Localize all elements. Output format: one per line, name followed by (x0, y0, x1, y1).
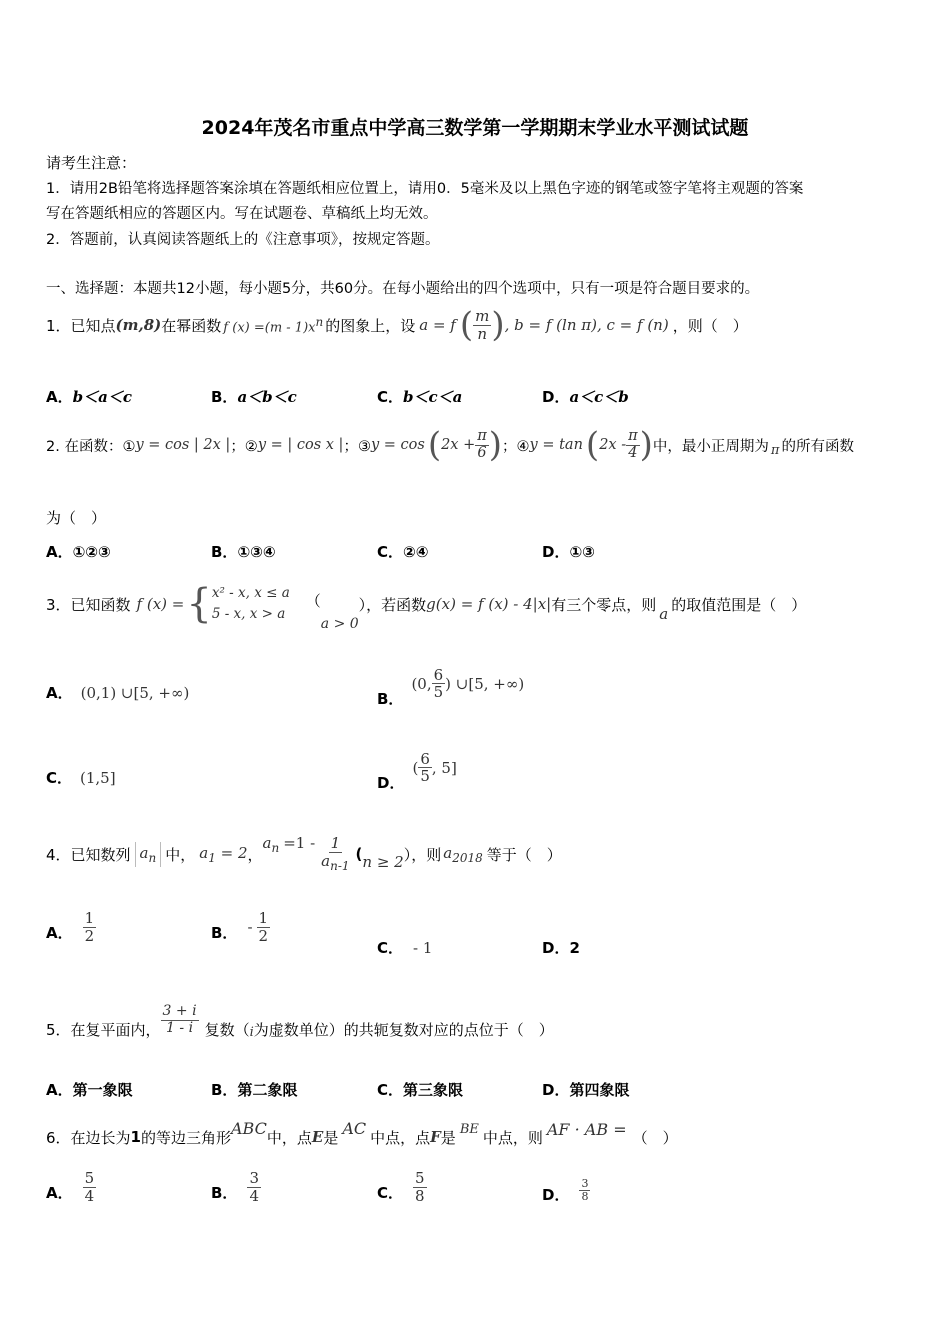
q5-mid: 复数（ (204, 1020, 250, 1039)
q3-suffix: 的取值范围是（ ） (671, 595, 807, 614)
q6-option-c[interactable] (377, 1170, 427, 1204)
q4-option-c-label: C． (377, 939, 404, 957)
q1-func (223, 315, 323, 335)
q4-option-b[interactable] (211, 910, 270, 944)
q4-a1-sub: 1 (208, 850, 216, 865)
q1-mid2: 的图象上，设 (325, 316, 416, 335)
q3-option-b-post: ) ∪[5, +∞) (445, 674, 525, 693)
q2-pi: π (770, 442, 780, 458)
q4-frac-num: 1 (330, 834, 341, 853)
q6-option-a-den: 4 (84, 1186, 95, 1205)
section-heading: 一、选择题：本题共12小题，每小题5分，共60分。在每小题给出的四个选项中，只有一项是符合题目要求的。 (46, 281, 760, 297)
q3-option-b[interactable] (377, 658, 524, 709)
q4-frac-den-sub: n-1 (330, 858, 350, 873)
q6-option-b-den: 4 (249, 1186, 259, 1205)
q3-option-d-den: 5 (420, 767, 430, 785)
q4-a1-val: = 2 (220, 843, 248, 862)
q6-prefix: 6．在边长为 (46, 1128, 131, 1147)
q3-mid: ），若函数 (358, 595, 427, 614)
q6-p6: 是 (440, 1128, 456, 1147)
q6-option-a[interactable] (46, 1170, 96, 1204)
notice-heading: 请考生注意： (46, 154, 137, 172)
q4-seq-sub: n (148, 850, 157, 865)
q4-seq-letter: a (139, 843, 149, 862)
q4-option-b-num: 1 (258, 909, 269, 927)
q1-suffix: ，则（ ） (672, 316, 748, 335)
q4-option-a-fraction (83, 910, 97, 944)
q4-target-sub: 2018 (452, 850, 483, 865)
q5-option-d[interactable] (542, 1079, 629, 1100)
q1-frac-num: m (475, 307, 490, 325)
page-title: 2024年茂名市重点中学高三数学第一学期期末学业水平测试试题 (201, 117, 749, 139)
q2-option-a-value: ①②③ (72, 543, 111, 561)
q4-target-letter: a (443, 843, 453, 862)
notice-line-1: 1．请用2B铅笔将选择题答案涂填在答题纸相应位置上，请用0．5毫米及以上黑色字迹的钢笔或签字笔将主观题的答案 (46, 181, 804, 197)
q2-func-3b: 2x + (441, 437, 476, 453)
q1-right-paren: ) (491, 305, 505, 345)
q5-option-d-label: D． (542, 1081, 570, 1099)
q6-abc: ABC (231, 1118, 267, 1138)
q3-prefix: 3．已知函数 (46, 595, 131, 614)
q3-option-a-label: A． (46, 684, 73, 702)
q4-open-paren: ( (355, 845, 363, 863)
q5-prefix: 5．在复平面内， (46, 1020, 161, 1039)
q2-line-2: 为（ ） (46, 509, 107, 527)
q5-fraction (161, 1004, 199, 1036)
q1-fraction (473, 308, 491, 342)
q3-option-c-value: (1,5] (80, 769, 116, 787)
q5-i: i (249, 1024, 254, 1040)
q5-frac-den: 1 - i (166, 1019, 194, 1036)
q4-frac-den: a (321, 851, 331, 870)
q2-option-a-label: A． (46, 543, 73, 561)
q4-option-d[interactable] (542, 937, 580, 958)
q3-option-b-num: 6 (433, 665, 444, 684)
q4-a1 (199, 844, 247, 865)
q1-func-exp: n (315, 314, 324, 329)
q2-f3-fraction (475, 429, 489, 462)
q3-option-c-label: C． (46, 769, 73, 787)
q6-point-e: E (311, 1128, 324, 1146)
q1-option-a-label: A． (46, 388, 73, 406)
q4-suffix: 等于（ ） (486, 845, 562, 864)
q6-option-d-label: D． (542, 1186, 570, 1204)
q4-option-a-num: 1 (84, 909, 95, 927)
q5-option-b-value: 第二象限 (237, 1081, 298, 1099)
q6-option-d-num: 3 (581, 1176, 589, 1190)
q5-option-c-value: 第三象限 (403, 1081, 464, 1099)
q4-mid: 中， (165, 845, 196, 864)
q6-option-b-fraction (247, 1170, 261, 1204)
q4-option-a[interactable] (46, 910, 96, 944)
q1-func-text: f (x) =(m - 1)x (223, 320, 316, 336)
q2-option-a[interactable] (46, 541, 111, 562)
q1-option-a-value: b＜a＜c (72, 388, 132, 406)
q1-option-d-label: D． (542, 388, 570, 406)
q2-f4-fraction (626, 429, 640, 462)
q4-fraction (319, 835, 351, 873)
q3-fx: f (x) = (136, 595, 185, 613)
q1-mid: 在幂函数 (161, 316, 222, 335)
q6-one: 1 (130, 1128, 141, 1146)
q2-f4-left-paren: ( (585, 425, 600, 465)
q2-option-d[interactable] (542, 541, 595, 562)
q2-f4-frac-num: π (628, 427, 638, 444)
q6-p2: 的等边三角形 (140, 1128, 231, 1147)
q3-option-d-fraction (418, 751, 432, 785)
q1-option-d[interactable] (542, 386, 629, 407)
q4-option-a-den: 2 (84, 926, 95, 945)
q6-p3: 中，点 (266, 1128, 312, 1147)
q6-point-f: F (430, 1128, 441, 1146)
q2-f4-frac-den: 4 (628, 444, 638, 461)
q4-eq: =1 - (283, 834, 316, 852)
q1-option-a[interactable] (46, 386, 132, 407)
q3-option-a-value: (0,1) ∪[5, +∞) (80, 684, 190, 702)
q4-comma: ， (247, 845, 263, 864)
q3-a: a (659, 605, 669, 623)
q6-option-d[interactable] (542, 1176, 590, 1205)
q5-option-a-value: 第一象限 (72, 1081, 133, 1099)
q4-option-c-value: - 1 (413, 939, 433, 957)
q6-option-c-num: 5 (415, 1169, 425, 1187)
q2-func-2: y = | cos x | (257, 437, 344, 453)
q4-option-a-label: A． (46, 923, 73, 942)
q6-p4: 是 (323, 1128, 339, 1147)
q4-mid2: ），则 (403, 845, 442, 864)
q5-option-a[interactable] (46, 1079, 133, 1100)
q5-option-c[interactable] (377, 1079, 463, 1100)
q6-p7: 中点，则 (482, 1128, 543, 1147)
q3-option-b-pre: (0, (411, 674, 432, 693)
q6-be: BE (459, 1121, 479, 1137)
q6-option-c-fraction (413, 1170, 427, 1204)
q1-frac-den: n (477, 324, 488, 343)
question-3 (46, 572, 806, 636)
q6-p5: 中点，点 (370, 1128, 431, 1147)
q2-option-c-label: C． (377, 543, 404, 561)
q5-suffix: 为虚数单位）的共轭复数对应的点位于（ ） (253, 1020, 554, 1039)
q4-option-b-fraction (257, 910, 271, 944)
q3-option-d[interactable] (377, 742, 457, 793)
q2-f3-left-paren: ( (427, 425, 442, 465)
q1-option-c-value: b＜c＜a (403, 388, 463, 406)
q6-option-d-fraction (579, 1178, 590, 1203)
q1-point: (m,8) (115, 316, 162, 334)
q3-option-d-label: D． (377, 774, 405, 792)
q1-option-d-value: a＜c＜b (569, 388, 629, 406)
q3-mid2: 有三个零点，则 (551, 595, 657, 614)
q3-option-d-num: 6 (420, 749, 430, 768)
question-5 (46, 994, 554, 1046)
q2-func-3a: y = cos (370, 437, 425, 453)
q4-an (263, 834, 280, 855)
q4-option-b-label: B． (211, 923, 238, 942)
q3-option-b-label: B． (377, 690, 404, 708)
q5-option-b[interactable] (211, 1079, 297, 1100)
q6-suffix: （ ） (632, 1128, 678, 1147)
q4-option-c[interactable] (377, 937, 432, 958)
q1-prefix: 1．已知点 (46, 316, 116, 335)
q2-func-4b: 2x - (599, 437, 627, 453)
q2-sep-4: ；④ (502, 438, 530, 455)
q4-a1-letter: a (199, 843, 209, 862)
q2-tail: 中，最小正周期为 (652, 438, 769, 455)
q6-expr: AF · AB = (546, 1119, 627, 1139)
q2-option-b[interactable] (211, 541, 276, 562)
q1-rest: , b = f (ln π), c = f (n) (504, 316, 669, 334)
q2-option-c-value: ②④ (403, 543, 429, 561)
q2-tail2: 的所有函数 (781, 438, 854, 455)
q6-option-b-label: B． (211, 1183, 238, 1202)
q4-option-d-value: 2 (569, 939, 580, 957)
question-6 (46, 1112, 678, 1152)
q2-func-1: y = cos | 2x | (135, 437, 231, 453)
q3-case-2: 5 - x, x > a (211, 606, 286, 622)
q4-prefix: 4．已知数列 (46, 845, 131, 864)
q3-open-paren: （ (305, 592, 321, 610)
q6-ac: AC (342, 1118, 367, 1138)
q6-option-c-label: C． (377, 1183, 404, 1202)
q4-sequence (135, 842, 162, 867)
q2-sep-3: ；③ (343, 438, 371, 455)
q2-f3-frac-den: 6 (477, 444, 487, 461)
q4-an-sub: n (271, 841, 280, 855)
q6-option-a-label: A． (46, 1183, 73, 1202)
q3-gx: g(x) = f (x) - 4|x| (426, 595, 552, 613)
q5-option-a-label: A． (46, 1081, 73, 1099)
question-4 (46, 826, 562, 882)
q5-option-c-label: C． (377, 1081, 404, 1099)
q6-option-a-num: 5 (84, 1169, 95, 1187)
q2-f3-right-paren: ) (488, 425, 503, 465)
q3-condition: a > 0 (320, 616, 359, 632)
q1-option-b[interactable] (211, 386, 297, 407)
q1-option-c[interactable] (377, 386, 462, 407)
q2-func-4a: y = tan (529, 437, 583, 453)
question-1 (46, 302, 748, 348)
q4-an-letter: a (262, 834, 272, 852)
q2-prefix: 2. 在函数：① (46, 438, 136, 455)
q6-option-b[interactable] (211, 1170, 261, 1204)
q6-option-c-den: 8 (415, 1186, 425, 1205)
q2-option-d-label: D． (542, 543, 570, 561)
q1-option-b-value: a＜b＜c (237, 388, 297, 406)
question-2 (46, 420, 854, 470)
q3-option-d-pre: ( (412, 758, 419, 777)
q1-option-b-label: B． (211, 388, 238, 406)
q2-option-c[interactable] (377, 541, 428, 562)
q1-option-c-label: C． (377, 388, 404, 406)
q1-a-eq: a = f (419, 316, 456, 334)
q3-option-b-fraction (432, 667, 446, 701)
q4-condition: n ≥ 2 (362, 853, 404, 871)
q4-target (443, 844, 483, 865)
q6-option-d-den: 8 (581, 1190, 589, 1203)
q4-option-d-label: D． (542, 939, 570, 957)
q3-option-d-post: , 5] (431, 758, 457, 777)
q5-frac-num: 3 + i (162, 1003, 197, 1020)
q5-option-b-label: B． (211, 1081, 238, 1099)
q3-case-1: x² - x, x ≤ a (211, 585, 290, 602)
q5-option-d-value: 第四象限 (569, 1081, 630, 1099)
q3-brace: { (186, 581, 212, 627)
q3-option-b-den: 5 (433, 683, 444, 701)
q3-option-a[interactable] (46, 682, 189, 703)
notice-line-2: 写在答题纸相应的答题区内。写在试题卷、草稿纸上均无效。 (46, 206, 438, 222)
q2-option-b-value: ①③④ (237, 543, 276, 561)
q2-f3-frac-num: π (477, 427, 487, 444)
q4-option-b-sign: - (247, 918, 253, 936)
q2-f4-right-paren: ) (639, 425, 653, 465)
q1-left-paren: ( (459, 305, 474, 345)
q6-option-b-num: 3 (249, 1169, 259, 1187)
q2-sep-2: ；② (230, 438, 258, 455)
q2-option-d-value: ①③ (569, 543, 595, 561)
q3-option-c[interactable] (46, 767, 116, 788)
q4-option-b-den: 2 (258, 926, 269, 945)
notice-line-3: 2．答题前，认真阅读答题纸上的《注意事项》，按规定答题。 (46, 232, 440, 248)
q3-cases (212, 583, 290, 625)
q6-option-a-fraction (83, 1170, 97, 1204)
q2-option-b-label: B． (211, 543, 238, 561)
